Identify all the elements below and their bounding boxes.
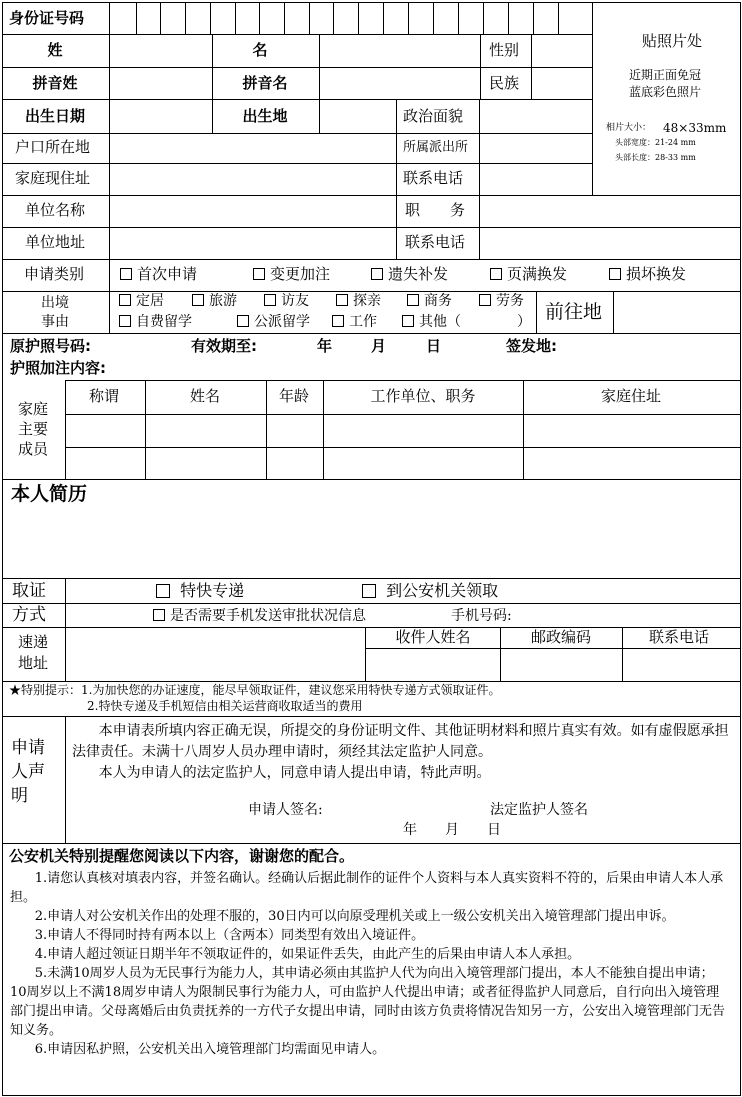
reminder-title: 公安机关特别提醒您阅读以下内容，谢谢您的配合。	[9, 847, 355, 865]
photo-size-label: 相片大小：	[606, 123, 652, 133]
mobile-label: 手机号码:	[451, 608, 512, 624]
reminder-item: 3.申请人不得同时持有两本以上（含两本）同类型有效出入境证件。	[34, 928, 425, 943]
type-option-full[interactable]: 页满换发	[490, 267, 567, 282]
purpose-self-study[interactable]: 自费留学	[119, 315, 192, 329]
issue-place-label: 签发地:	[506, 337, 557, 355]
family-col-relation: 称谓	[88, 387, 120, 405]
purpose-tourism[interactable]: 旅游	[192, 294, 237, 308]
purpose-label-2: 事由	[41, 314, 69, 330]
ethnicity-label: 民族	[489, 74, 520, 92]
id-number-label: 身份证号码	[9, 9, 85, 27]
photo-head-width: 头部宽度：21-24 mm	[615, 138, 696, 147]
employer-phone-label: 联系电话	[405, 233, 466, 251]
recipient-name-label: 收件人姓名	[395, 628, 471, 646]
photo-line-2: 蓝底彩色照片	[628, 85, 702, 99]
political-status-label: 政治面貌	[403, 107, 464, 125]
valid-until-label: 有效期至:	[191, 337, 257, 355]
reminder-item: 2.申请人对公安机关作出的处理不服的，30日内可以向原受理机关或上一级公安机关出入境管理部门提出申诉。	[34, 909, 675, 924]
photo-title: 贴照片处	[641, 32, 703, 50]
checkbox[interactable]	[264, 294, 276, 306]
destination-label: 前往地	[545, 301, 603, 323]
gender-label: 性别	[489, 41, 520, 59]
home-address-label: 家庭现住址	[15, 169, 91, 187]
pinyin-given-label: 拼音名	[242, 74, 288, 92]
purpose-labor[interactable]: 劳务	[479, 294, 524, 308]
checkbox[interactable]	[119, 315, 131, 327]
postcode-label: 邮政编码	[530, 628, 592, 646]
purpose-work[interactable]: 工作	[332, 315, 377, 329]
checkbox[interactable]	[119, 294, 131, 306]
month-label: 月	[371, 337, 387, 355]
birth-date-label: 出生日期	[24, 107, 86, 125]
photo-line-1: 近期正面免冠	[628, 68, 702, 82]
checkbox[interactable]	[407, 294, 419, 306]
photo-head-length: 头部长度：28-33 mm	[615, 153, 696, 162]
declaration-label-1: 申请	[11, 738, 45, 758]
express-address-label-1: 速递	[17, 633, 49, 651]
pickup-label-2: 方式	[12, 605, 46, 625]
applicant-signature-label: 申请人签名:	[248, 802, 323, 818]
checkbox[interactable]	[192, 294, 204, 306]
employer-label: 单位名称	[25, 201, 86, 219]
checkbox[interactable]	[336, 294, 348, 306]
declaration-label-2: 人声	[11, 762, 45, 782]
purpose-other[interactable]: 其他（ ）	[402, 315, 531, 329]
declaration-label-3: 明	[11, 786, 28, 806]
family-col-name: 姓名	[189, 387, 221, 405]
passport-remarks-label: 护照加注内容:	[10, 359, 106, 377]
purpose-visit-friends[interactable]: 访友	[264, 294, 309, 308]
police-station-label: 所属派出所	[403, 140, 469, 155]
checkbox[interactable]	[402, 315, 414, 327]
checkbox[interactable]	[332, 315, 344, 327]
type-option-lost[interactable]: 遗失补发	[371, 267, 448, 282]
reminder-item: 6.申请因私护照，公安机关出入境管理部门均需面见申请人。	[34, 1042, 386, 1057]
purpose-visit-family[interactable]: 探亲	[336, 294, 381, 308]
family-label-1: 家庭	[17, 400, 49, 418]
checkbox[interactable]	[156, 584, 170, 598]
given-name-label: 名	[252, 41, 268, 59]
special-notice-1: ★特别提示：1.为加快您的办证速度，能尽早领取证件，建议您采用特快专递方式领取证件。	[9, 683, 501, 697]
checkbox[interactable]	[153, 609, 165, 621]
reminder-item: 5.未满10周岁人员为无民事行为能力人，其申请必须由其监护人代为向出入境管理部门提出，本人不能独自提出申请；10周岁以上不满18周岁申请人为限制民事行为能力人，可由监护人代提出申请；或者征得监护人同意后，自行向出入境管理部门提出申请。父母离婚后由负责抚养的一方代子女提出申请，同时由该方负责将情况告知另一方，公安出入境管理部门无告知义务。	[10, 966, 726, 1038]
purpose-settle[interactable]: 定居	[119, 294, 164, 308]
checkbox[interactable]	[120, 268, 132, 280]
purpose-business[interactable]: 商务	[407, 294, 452, 308]
pickup-self-option[interactable]: 到公安机关领取	[362, 583, 498, 599]
birth-place-label: 出生地	[242, 107, 288, 125]
employer-address-label: 单位地址	[25, 233, 86, 251]
phone-label: 联系电话	[403, 169, 464, 187]
express-address-label-2: 地址	[17, 654, 49, 672]
purpose-public-study[interactable]: 公派留学	[237, 315, 310, 329]
type-option-first[interactable]: 首次申请	[120, 267, 197, 282]
reminder-list	[10, 869, 728, 1059]
checkbox[interactable]	[253, 268, 265, 280]
application-type-label: 申请类别	[24, 265, 85, 283]
original-passport-label: 原护照号码:	[10, 337, 91, 355]
checkbox[interactable]	[362, 584, 376, 598]
checkbox[interactable]	[237, 315, 249, 327]
special-notice-2: 2.特快专递及手机短信由相关运营商收取适当的费用	[87, 699, 363, 713]
reminder-item: 1.请您认真核对填表内容，并签名确认。经确认后据此制作的证件个人资料与本人真实资料不符的，后果由申请人本人承担。	[10, 871, 724, 905]
family-label-2: 主要	[17, 420, 49, 438]
surname-label: 姓	[47, 41, 63, 59]
resume-title: 本人简历	[11, 483, 88, 505]
pickup-express-option[interactable]: 特快专递	[156, 583, 244, 599]
family-col-age: 年龄	[278, 387, 310, 405]
year-label: 年	[317, 337, 333, 355]
reminder-item: 4.申请人超过领证日期半年不领取证件的，如果证件丢失，由此产生的后果由申请人本人承担。	[34, 947, 581, 962]
pickup-label-1: 取证	[12, 581, 46, 601]
checkbox[interactable]	[609, 268, 621, 280]
checkbox[interactable]	[371, 268, 383, 280]
declaration-paragraph-1: 本申请表所填内容正确无误，所提交的身份证明文件、其他证明材料和照片真实有效。如有虚假愿承担法律责任。未满十八周岁人员办理申请时，须经其法定监护人同意。	[72, 723, 729, 760]
hukou-label: 户口所在地	[15, 138, 91, 156]
day-label: 日	[426, 337, 442, 355]
position-label: 职 务	[405, 201, 466, 219]
declaration-date: 年 月 日	[403, 822, 501, 838]
guardian-signature-label: 法定监护人签名	[490, 802, 588, 818]
type-option-change[interactable]: 变更加注	[253, 267, 330, 282]
checkbox[interactable]	[490, 268, 502, 280]
family-label-3: 成员	[17, 440, 49, 458]
photo-size-value: 48×33mm	[663, 121, 727, 135]
family-col-employer: 工作单位、职务	[370, 387, 476, 405]
pinyin-surname-label: 拼音姓	[32, 74, 78, 92]
family-col-address: 家庭住址	[600, 387, 662, 405]
recipient-phone-label: 联系电话	[648, 628, 710, 646]
type-option-damaged[interactable]: 损坏换发	[609, 267, 686, 282]
declaration-paragraph-2: 本人为申请人的法定监护人，同意申请人提出申请，特此声明。	[98, 765, 491, 781]
sms-option[interactable]: 是否需要手机发送审批状况信息	[153, 609, 366, 623]
checkbox[interactable]	[479, 294, 491, 306]
purpose-label-1: 出境	[41, 295, 69, 311]
